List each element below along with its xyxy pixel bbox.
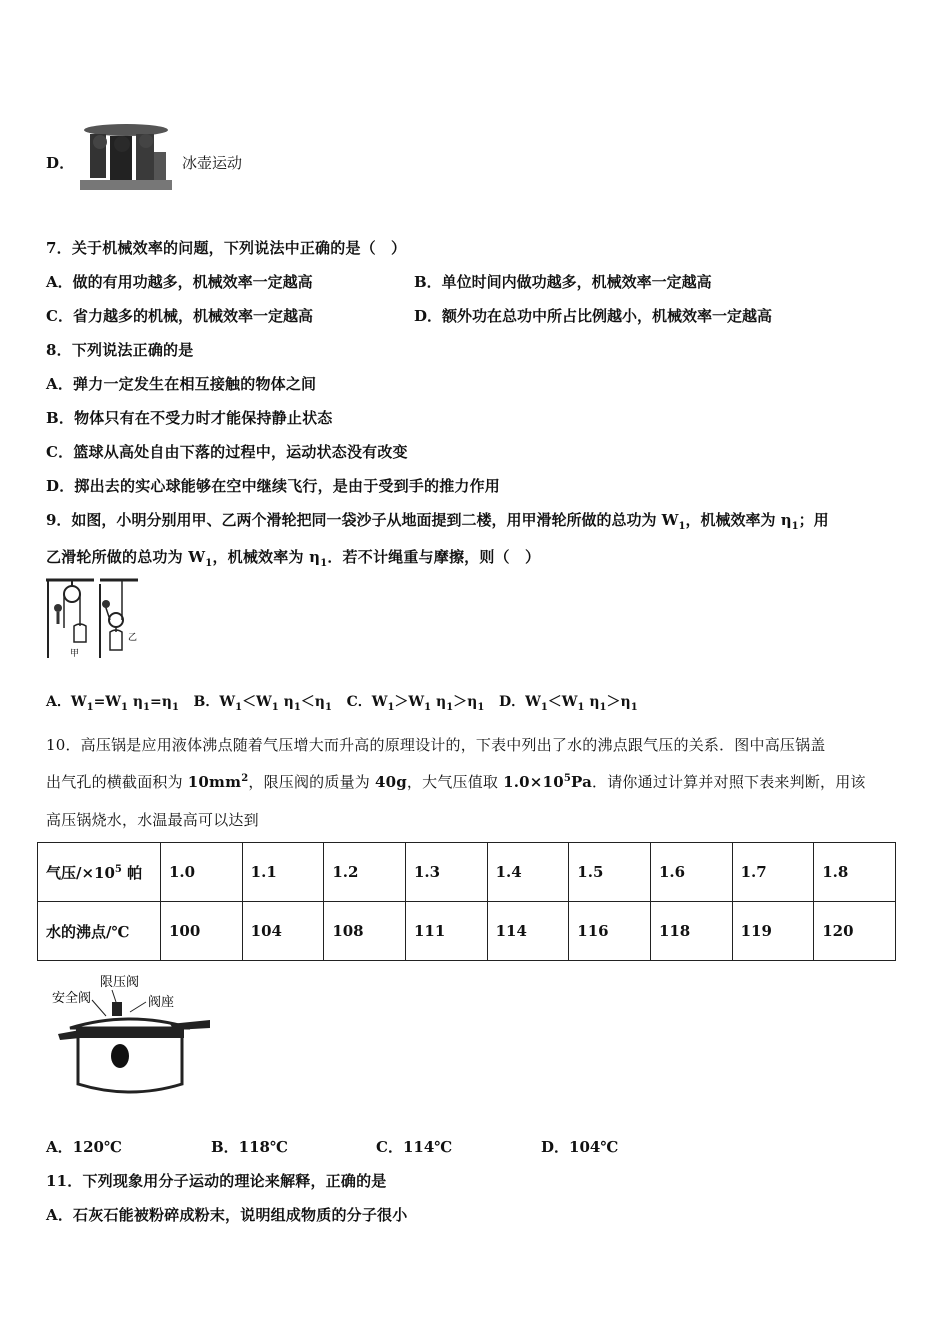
q10-option-d: D．104℃	[541, 1138, 619, 1156]
q6-option-d-text: 冰壶运动	[182, 154, 243, 172]
label-valve-safety: 安全阀	[52, 991, 92, 1006]
table-cell: 1.7	[732, 843, 814, 902]
q10-option-a: A．120℃	[46, 1138, 122, 1156]
pressure-cooker-figure	[50, 972, 212, 1102]
table-cell: 114	[487, 902, 569, 961]
label-valve-limit: 限压阀	[100, 975, 140, 990]
q10-stem-line1: 10．高压锅是应用液体沸点随着气压增大而升高的原理设计的，下表中列出了水的沸点跟气压的关系．图中高压锅盖	[46, 736, 826, 754]
table-header-pressure: 气压$/\times 10^5$ 帕	[38, 843, 161, 902]
table-header-boiling: 水的沸点/℃	[38, 902, 161, 961]
q9-stem-line1: 9．如图，小明分别用甲、乙两个滑轮把同一袋沙子从地面提到二楼，用甲滑轮所做的总功为 $W_1$，机械效率为 $\eta_1$；用	[46, 511, 829, 532]
q9-option-a: A．$W_1=W_1$ $\eta_1=\eta_1$	[46, 694, 179, 713]
pulley-label-yi: 乙	[128, 633, 138, 643]
q10-option-c: C．114℃	[376, 1138, 453, 1156]
q7-stem: 7．关于机械效率的问题，下列说法中正确的是（ ）	[46, 239, 407, 257]
table-cell: 1.5	[569, 843, 651, 902]
q7-option-b: B．单位时间内做功越多，机械效率一定越高	[414, 273, 712, 291]
q11-option-a: A．石灰石能被粉碎成粉末，说明组成物质的分子很小	[46, 1206, 408, 1224]
q10-option-b: B．118℃	[211, 1138, 288, 1156]
q7-option-d: D．额外功在总功中所占比例越小，机械效率一定越高	[414, 307, 773, 325]
label-valve-seat: 阀座	[148, 995, 175, 1010]
q6-option-d-letter: D．	[46, 154, 75, 172]
q9-option-d: D．$W_1<W_1$ $\eta_1>\eta_1$	[498, 694, 638, 713]
table-cell: 1.2	[324, 843, 406, 902]
table-cell: 1.1	[242, 843, 324, 902]
table-cell: 1.6	[650, 843, 732, 902]
q10-stem-line3: 高压锅烧水，水温最高可以达到	[46, 811, 259, 829]
q10-stem-line2: 出气孔的横截面积为 $10mm^2$，限压阀的质量为 40g，大气压值取 $1.0\times 10^5Pa$．请你通过计算并对照下表来判断，用该	[46, 773, 866, 791]
q9-option-c: C．$W_1>W_1$ $\eta_1>\eta_1$	[346, 694, 485, 713]
q9-option-b: B．$W_1<W_1$ $\eta_1<\eta_1$	[193, 694, 332, 713]
q8-option-b: B．物体只有在不受力时才能保持静止状态	[46, 409, 333, 427]
q8-stem: 8．下列说法正确的是	[46, 341, 194, 359]
q8-option-d: D．掷出去的实心球能够在空中继续飞行，是由于受到手的推力作用	[46, 477, 501, 495]
pulley-label-jia: 甲	[70, 649, 80, 659]
table-cell: 1.3	[405, 843, 487, 902]
table-cell: 111	[405, 902, 487, 961]
pulley-figure	[44, 578, 140, 662]
table-cell: 116	[569, 902, 651, 961]
table-cell: 1.0	[161, 843, 243, 902]
q8-option-c: C．篮球从高处自由下落的过程中，运动状态没有改变	[46, 443, 408, 461]
table-row-pressure	[38, 843, 896, 902]
table-cell: 100	[161, 902, 243, 961]
q11-stem: 11．下列现象用分子运动的理论来解释，正确的是	[46, 1172, 387, 1190]
q8-option-a: A．弹力一定发生在相互接触的物体之间	[46, 375, 317, 393]
boiling-point-table	[37, 842, 896, 961]
q7-option-c: C．省力越多的机械，机械效率一定越高	[46, 307, 313, 325]
table-cell: 119	[732, 902, 814, 961]
table-row-boiling	[38, 902, 896, 961]
q7-option-a: A．做的有用功越多，机械效率一定越高	[46, 273, 313, 291]
q9-stem-line2: 乙滑轮所做的总功为 $W_1$，机械效率为 $\eta_1$．若不计绳重与摩擦，则（ ）	[46, 548, 541, 569]
table-cell: 118	[650, 902, 732, 961]
table-cell: 104	[242, 902, 324, 961]
q9-options	[46, 691, 638, 713]
table-cell: 1.4	[487, 843, 569, 902]
table-cell: 1.8	[814, 843, 896, 902]
table-cell: 120	[814, 902, 896, 961]
table-cell: 108	[324, 902, 406, 961]
curling-photo	[80, 122, 172, 190]
